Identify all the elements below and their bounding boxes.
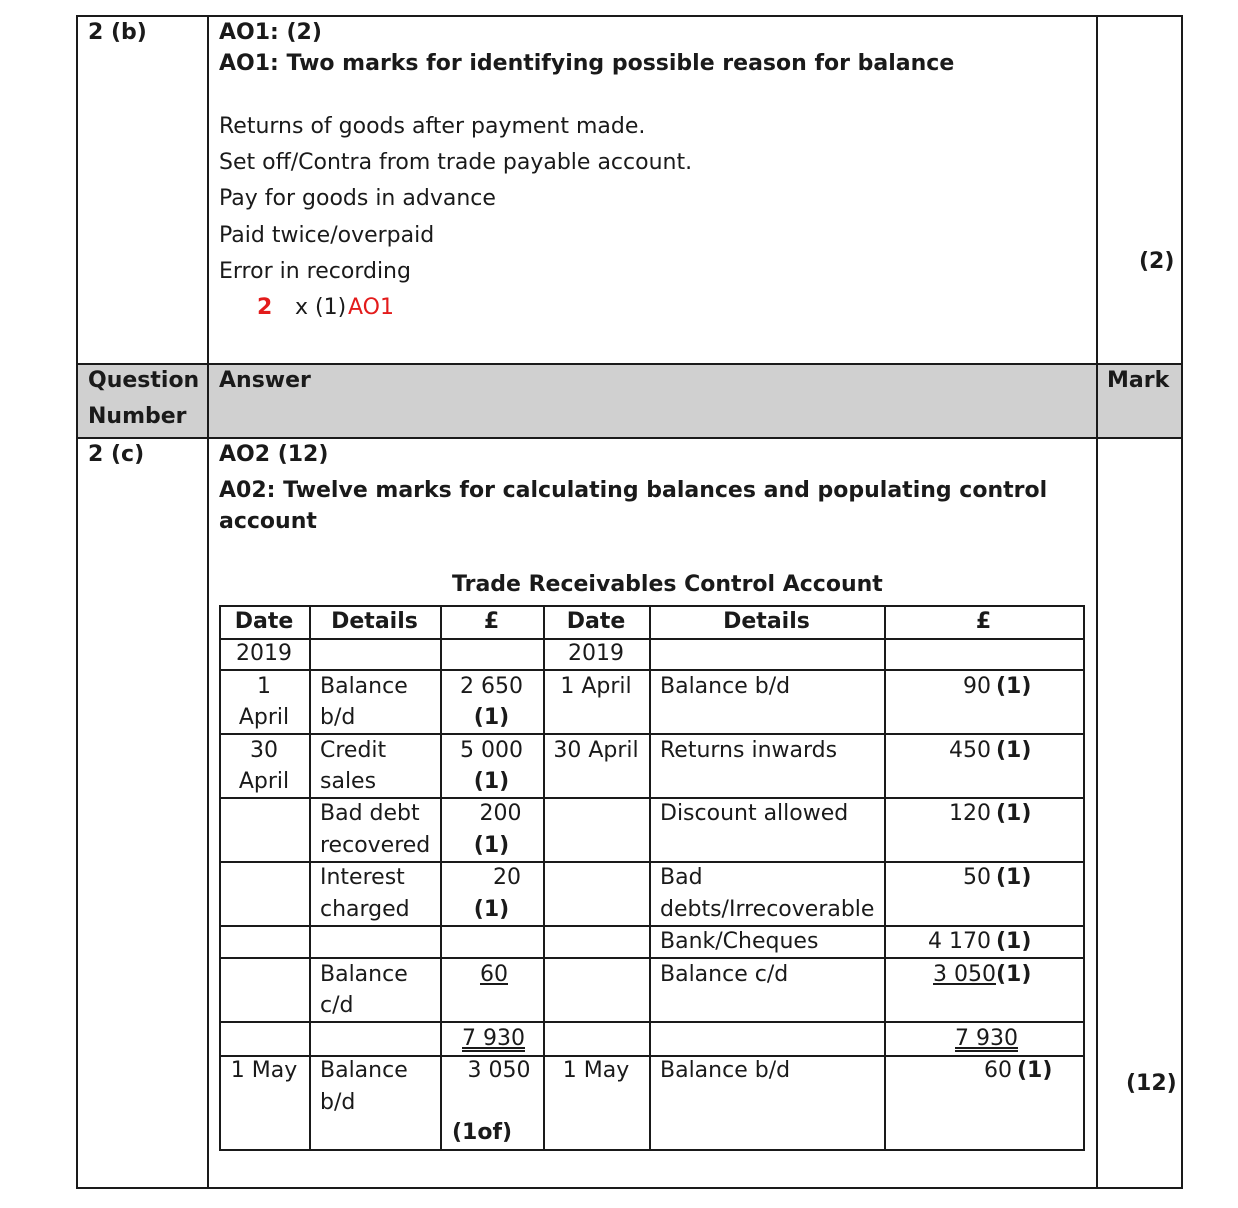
row2-left-mark: (1): [473, 769, 510, 794]
row1-left-mark: (1): [473, 705, 510, 730]
row2-right-mark: (1): [996, 738, 1032, 763]
ao1-tag: AO1: [348, 295, 394, 320]
may-right-details: Balance b/d: [660, 1058, 791, 1083]
ao2-description-line1: A02: Twelve marks for calculating balances and populating control: [219, 478, 1048, 503]
balance-cd-left-details: c/d: [320, 993, 354, 1018]
bank-amount: 4 170: [928, 929, 991, 954]
row1-right-details: Balance b/d: [660, 674, 791, 699]
row3-left-mark: (1): [473, 833, 510, 858]
row2-left-details: sales: [320, 769, 377, 794]
bank-details: Bank/Cheques: [660, 929, 819, 954]
tca-rule: [219, 638, 1085, 640]
table-title: Trade Receivables Control Account: [452, 572, 883, 597]
multiplier: 2: [257, 295, 273, 320]
question-number-2c: 2 (c): [88, 442, 145, 467]
col-header-details: Details: [331, 609, 418, 634]
reason-item: Error in recording: [219, 259, 411, 284]
border-top: [76, 15, 1183, 17]
balance-cd-left-details: Balance: [320, 962, 408, 987]
ao2-heading: AO2 (12): [219, 442, 329, 467]
col-header-amount: £: [975, 609, 992, 634]
col-header-date: Date: [234, 609, 294, 634]
row3-right-mark: (1): [996, 801, 1032, 826]
row3-left-details: recovered: [320, 833, 431, 858]
border-col2: [1096, 15, 1098, 1189]
col-header-details: Details: [723, 609, 810, 634]
row4-left-amount: 20: [493, 865, 521, 890]
may-left-date: 1 May: [230, 1058, 298, 1083]
row2-left-amount: 5 000: [460, 738, 523, 763]
row1-left-amount: 2 650: [460, 674, 523, 699]
row3-right-details: Discount allowed: [660, 801, 849, 826]
times-mark: [295, 295, 346, 321]
tca-col: [1083, 605, 1085, 1151]
year-left: 2019: [236, 641, 292, 666]
row4-left-details: Interest: [320, 865, 405, 890]
row1-right-mark: (1): [996, 674, 1032, 699]
ao2-description-line2: account: [219, 509, 317, 534]
tca-col: [649, 605, 651, 1151]
col-header-date: Date: [566, 609, 626, 634]
border-header-bottom: [76, 437, 1183, 439]
question-number-2b: 2 (b): [88, 20, 147, 45]
row4-right-amount: 50: [963, 865, 991, 890]
bank-mark: (1): [996, 929, 1032, 954]
row2-right-amount: 450: [949, 738, 991, 763]
control-account-table: [219, 605, 1085, 1151]
row3-left-details: Bad debt: [320, 801, 420, 826]
border-col1: [207, 15, 209, 1189]
mark-scheme-sheet: [76, 15, 1183, 1189]
border-header-top: [76, 363, 1183, 365]
may-left-details: b/d: [320, 1090, 356, 1115]
col-header-amount: £: [483, 609, 500, 634]
row4-left-details: charged: [320, 897, 410, 922]
balance-cd-right-amount: 3 050: [933, 962, 996, 987]
header-answer: Answer: [219, 368, 311, 393]
row4-right-details: Bad: [660, 865, 703, 890]
row3-right-amount: 120: [949, 801, 991, 826]
row1-left-date: 1: [257, 674, 271, 699]
may-left-amount: 3 050: [467, 1058, 531, 1083]
row2-left-date: April: [238, 769, 290, 794]
balance-cd-right-mark: (1): [996, 962, 1032, 987]
mark-2b: (2): [1139, 249, 1175, 274]
row4-left-mark: (1): [473, 897, 510, 922]
row1-left-details: Balance: [320, 674, 408, 699]
may-right-date: 1 May: [562, 1058, 630, 1083]
ao1-heading: AO1: (2): [219, 20, 322, 45]
tca-col: [309, 605, 311, 1151]
row3-left-amount: 200: [479, 801, 522, 826]
reason-item: Set off/Contra from trade payable account.: [219, 150, 693, 175]
may-left-details: Balance: [320, 1058, 408, 1083]
header-mark: Mark: [1107, 368, 1170, 393]
row2-right-date: 30 April: [553, 738, 639, 763]
balance-cd-right-details: Balance c/d: [660, 962, 789, 987]
ao1-description: AO1: Two marks for identifying possible reason for balance: [219, 51, 955, 76]
row4-right-details: debts/Irrecoverable: [660, 897, 875, 922]
border-right: [1181, 15, 1183, 1189]
row2-right-details: Returns inwards: [660, 738, 838, 763]
row4-right-mark: (1): [996, 865, 1032, 890]
header-question: Question: [88, 368, 200, 393]
may-right-amount: 60: [984, 1058, 1012, 1083]
row1-left-date: April: [238, 705, 290, 730]
row1-right-amount: 90: [963, 674, 991, 699]
may-left-mark: (1of): [452, 1120, 513, 1145]
border-bottom: [76, 1187, 1183, 1189]
row2-left-details: Credit: [320, 738, 387, 763]
year-right: 2019: [568, 641, 624, 666]
mark-2c: (12): [1126, 1071, 1177, 1096]
balance-cd-left-amount: 60: [480, 962, 508, 987]
border-left: [76, 15, 78, 1189]
row1-right-date: 1 April: [560, 674, 632, 699]
header-number: Number: [88, 404, 187, 429]
reason-item: Paid twice/overpaid: [219, 223, 435, 248]
may-right-mark: (1): [1017, 1058, 1053, 1083]
reason-item: Returns of goods after payment made.: [219, 114, 646, 139]
reason-item: Pay for goods in advance: [219, 186, 496, 211]
tca-rule: [219, 1149, 1085, 1151]
total-left: 7 930: [462, 1026, 525, 1051]
row2-left-date: 30: [250, 738, 278, 763]
times-mark-text: x (1): [295, 295, 347, 320]
total-right: 7 930: [955, 1026, 1018, 1051]
row1-left-details: b/d: [320, 705, 356, 730]
